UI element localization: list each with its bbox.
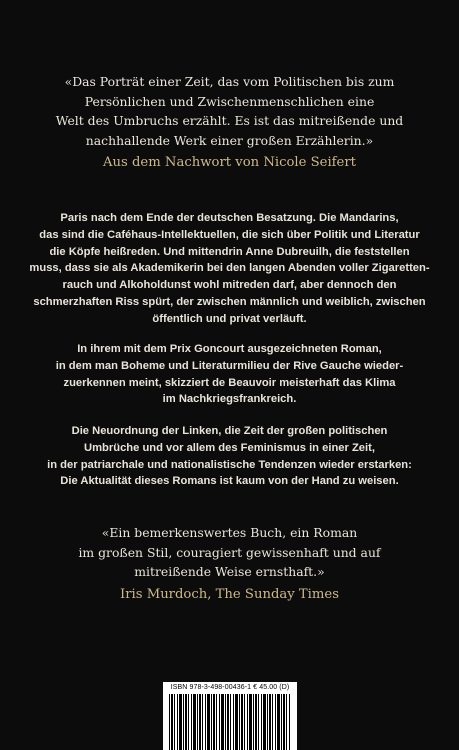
blurb-line: die Köpfe heißreden. Und mittendrin Anne Dubreuilh, die feststellen	[49, 245, 410, 258]
blurb-line: in dem man Boheme und Literaturmilieu der Rive Gauche wieder-	[55, 359, 404, 372]
barcode-label	[163, 682, 297, 750]
top-quote-line: Welt des Umbruchs erzählt. Es ist das mitreißende und	[55, 113, 404, 128]
blurb-paragraph-3	[0, 423, 459, 490]
bottom-quote	[0, 523, 459, 604]
blurb-line: Die Aktualität dieses Romans ist kaum von der Hand zu weisen.	[60, 475, 399, 488]
bottom-quote-attribution: Iris Murdoch, The Sunday Times	[120, 586, 339, 602]
top-quote	[0, 72, 459, 172]
blurb-line: öffentlich und privat verläuft.	[152, 312, 307, 325]
blurb-paragraph-2	[0, 341, 459, 408]
top-quote-attribution: Aus dem Nachwort von Nicole Seifert	[103, 155, 356, 170]
blurb-line: zuerkennen meint, skizziert de Beauvoir meisterhaft das Klima	[63, 376, 396, 389]
bottom-quote-line: «Ein bemerkenswertes Buch, ein Roman	[101, 525, 358, 540]
top-quote-line: Persönlichen und Zwischenmenschlichen eine	[84, 93, 375, 109]
top-quote-line: «Das Porträt einer Zeit, das vom Politischen bis zum	[64, 74, 395, 89]
blurb-line: rauch und Alkoholdunst wohl mitreden darf, aber dennoch den	[62, 279, 397, 292]
isbn-price-text: ISBN 978-3-498-00436-1 € 45.00 (D)	[170, 684, 290, 691]
blurb-line: Die Neuordnung der Linken, die Zeit der großen politischen	[71, 425, 388, 437]
blurb-paragraph-1	[0, 210, 459, 328]
top-quote-line: nachhallende Werk einer großen Erzählerin.»	[85, 132, 374, 148]
blurb-line: muss, dass sie als Akademikerin bei den langen Abenden voller Zigaretten-	[29, 262, 430, 275]
blurb-line: schmerzhaften Riss spürt, der zwischen männlich und weiblich, zwischen	[33, 295, 426, 308]
blurb-line: Umbrüche und vor allem des Feminismus in einer Zeit,	[84, 441, 375, 454]
blurb-line: in der patriarchale und nationalistische Tendenzen wieder erstarken:	[47, 458, 412, 471]
blurb-line: Paris nach dem Ende der deutschen Besatzung. Die Mandarins,	[60, 212, 399, 224]
barcode-image	[169, 694, 291, 750]
blurb-line: im Nachkriegsfrankreich.	[162, 393, 297, 406]
blurb-line: das sind die Caféhaus-Intellektuellen, die sich über Politik und Literatur	[39, 228, 420, 241]
bottom-quote-line: im großen Stil, couragiert gewissenhaft und auf	[78, 544, 381, 560]
blurb-line: In ihrem mit dem Prix Goncourt ausgezeichneten Roman,	[77, 343, 382, 355]
bottom-quote-line: mitreißende Weise ernsthaft.»	[134, 564, 325, 579]
